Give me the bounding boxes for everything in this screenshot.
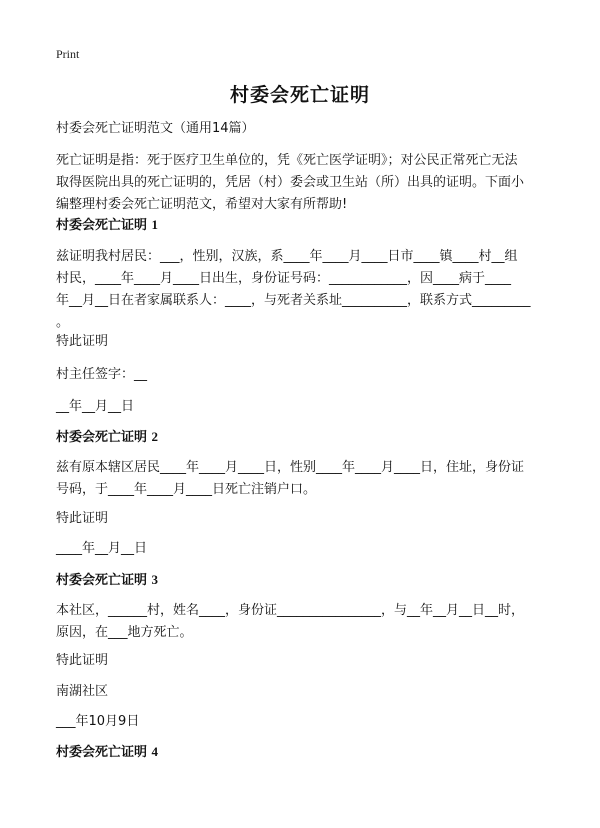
section-heading-text: 村委会死亡证明 — [56, 573, 148, 588]
intro-line: 编整理村委会死亡证明范文，希望对大家有所帮助! — [56, 197, 348, 212]
intro-line: 死亡证明是指：死于医疗卫生单位的，凭《死亡医学证明》；对公民正常死亡无法 — [56, 153, 518, 168]
section-1-cert: 特此证明 — [56, 334, 109, 349]
body-line: 兹有原本辖区居民____年____月____日，性别____年____月____日，住址，身份证 — [56, 460, 525, 475]
section-3-date: ___年10月9日 — [56, 714, 140, 729]
print-link[interactable]: Print — [56, 47, 80, 61]
section-2-body — [56, 457, 548, 501]
body-line: 原因，在___地方死亡。 — [56, 625, 193, 640]
body-line: 。 — [56, 315, 70, 330]
body-line: 年__月__日在者家属联系人：____，与死者关系址__________，联系方式_________ — [56, 293, 531, 308]
section-1-date: __年__月__日 — [56, 399, 135, 414]
intro-subtitle: 村委会死亡证明范文（通用14篇） — [56, 121, 255, 136]
section-1-heading — [56, 214, 548, 237]
section-2-date: ____年__月__日 — [56, 541, 148, 556]
body-line: 村民，____年____月____日出生，身份证号码：____________，因____病于____ — [56, 271, 512, 286]
section-heading-text: 村委会死亡证明 — [56, 430, 148, 445]
section-3-heading — [56, 569, 548, 592]
section-heading-text: 村委会死亡证明 — [56, 218, 148, 233]
section-4-heading — [56, 741, 548, 764]
body-line: 号码，于____年____月____日死亡注销户口。 — [56, 482, 317, 497]
body-line: 本社区，______村，姓名____，身份证________________，与__年__月__日__时， — [56, 603, 525, 618]
intro-paragraph — [56, 150, 548, 216]
section-heading-text: 村委会死亡证明 — [56, 745, 148, 760]
section-number: 3 — [151, 572, 159, 587]
section-3-cert: 特此证明 — [56, 653, 109, 668]
body-line: 兹证明我村居民：___，性别，汉族，系____年____月____日市____镇____村__组 — [56, 249, 518, 264]
section-number: 1 — [151, 217, 159, 232]
page-title: 村委会死亡证明 — [229, 84, 370, 106]
section-number: 4 — [151, 744, 159, 759]
section-2-heading — [56, 426, 548, 449]
section-1-body — [56, 246, 548, 334]
section-3-org: 南湖社区 — [56, 684, 109, 699]
section-2-cert: 特此证明 — [56, 511, 109, 526]
section-number: 2 — [151, 429, 159, 444]
section-1-signer: 村主任签字：__ — [56, 367, 148, 382]
intro-line: 取得医院出具的死亡证明的，凭居（村）委会或卫生站（所）出具的证明。下面小 — [56, 175, 525, 190]
section-3-body — [56, 600, 548, 644]
